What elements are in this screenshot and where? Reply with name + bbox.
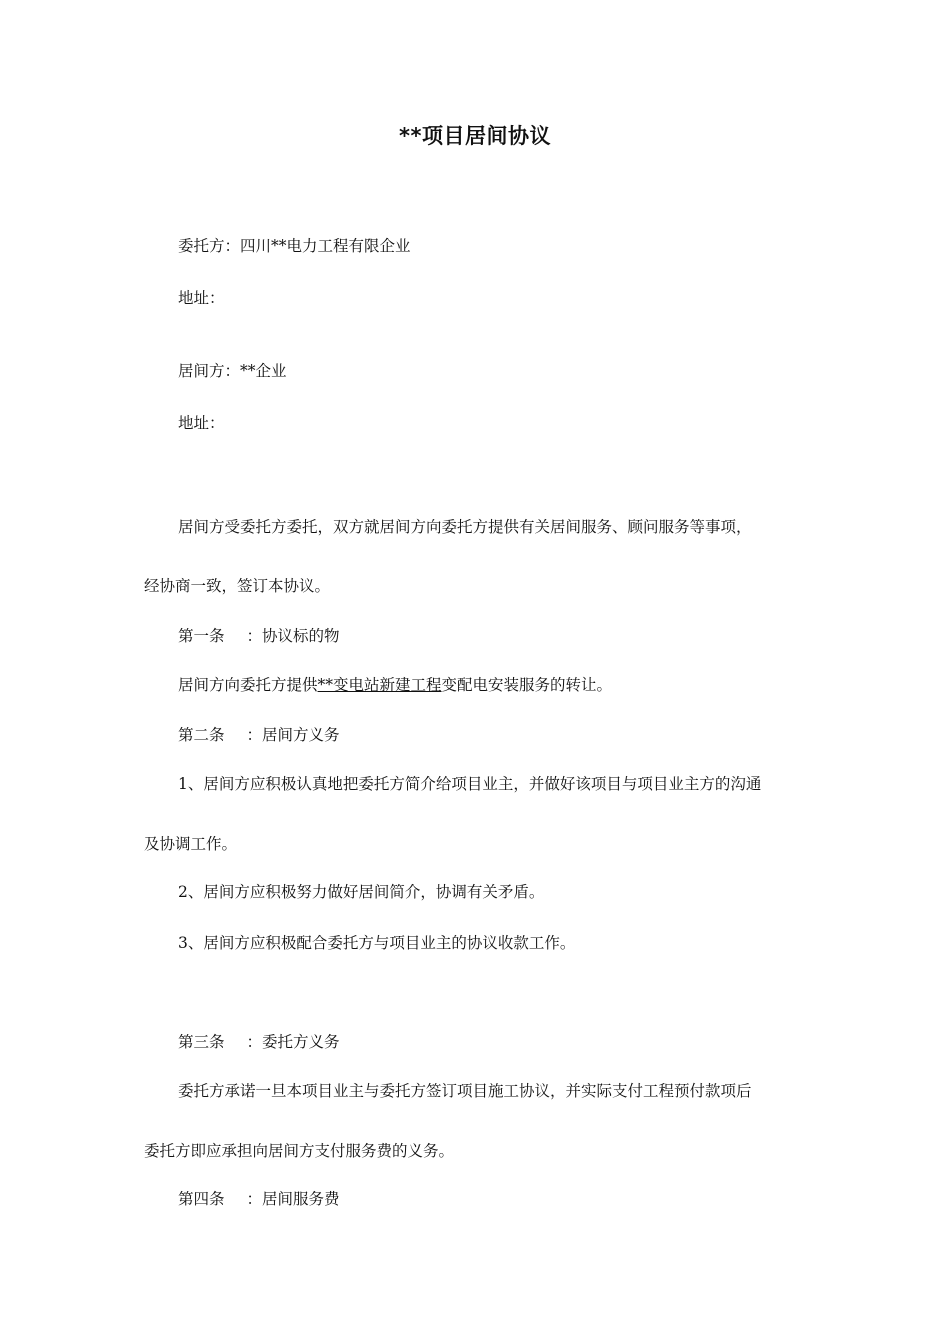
article-3-heading — [178, 1031, 340, 1053]
intro-line-2: 经协商一致，签订本协议。 — [144, 577, 331, 595]
article-1-number: 第一条 — [178, 627, 225, 645]
article-1-project-name: **变电站新建工程 — [317, 676, 442, 694]
client-address: 地址： — [178, 289, 225, 307]
document-title: **项目居间协议 — [399, 124, 551, 148]
article-2-item-1-line-1: 1、居间方应积极认真地把委托方简介给项目业主，并做好该项目与项目业主方的沟通 — [178, 775, 762, 793]
client-name: 四川**电力工程有限企业 — [240, 237, 411, 255]
article-2-item-2: 2、居间方应积极努力做好居间简介，协调有关矛盾。 — [178, 883, 545, 901]
article-3-title: ：委托方义务 — [246, 1033, 340, 1051]
article-2-number: 第二条 — [178, 726, 225, 744]
client-label: 委托方： — [178, 237, 241, 255]
article-2-title: ：居间方义务 — [246, 726, 340, 744]
broker-name: **企业 — [240, 362, 287, 380]
article-4-heading — [178, 1188, 340, 1210]
article-1-text-start: 居间方向委托方提供 — [178, 676, 318, 694]
broker-label: 居间方： — [178, 362, 241, 380]
broker-line — [178, 360, 287, 382]
intro-line-1: 居间方受委托方委托，双方就居间方向委托方提供有关居间服务、顾问服务等事项， — [178, 518, 752, 536]
broker-address: 地址： — [178, 414, 225, 432]
article-1-heading — [178, 625, 340, 647]
client-line — [178, 235, 411, 257]
article-2-heading — [178, 724, 340, 746]
article-4-title: ：居间服务费 — [246, 1190, 340, 1208]
article-1-text — [178, 674, 612, 696]
article-1-text-end: 变配电安装服务的转让。 — [441, 676, 613, 694]
article-2-item-3: 3、居间方应积极配合委托方与项目业主的协议收款工作。 — [178, 934, 576, 952]
article-1-title: ：协议标的物 — [246, 627, 340, 645]
article-3-number: 第三条 — [178, 1033, 225, 1051]
article-3-line-1: 委托方承诺一旦本项目业主与委托方签订项目施工协议，并实际支付工程预付款项后 — [178, 1082, 752, 1100]
article-3-line-2: 委托方即应承担向居间方支付服务费的义务。 — [144, 1142, 455, 1160]
article-4-number: 第四条 — [178, 1190, 225, 1208]
article-2-item-1-line-2: 及协调工作。 — [144, 835, 238, 853]
